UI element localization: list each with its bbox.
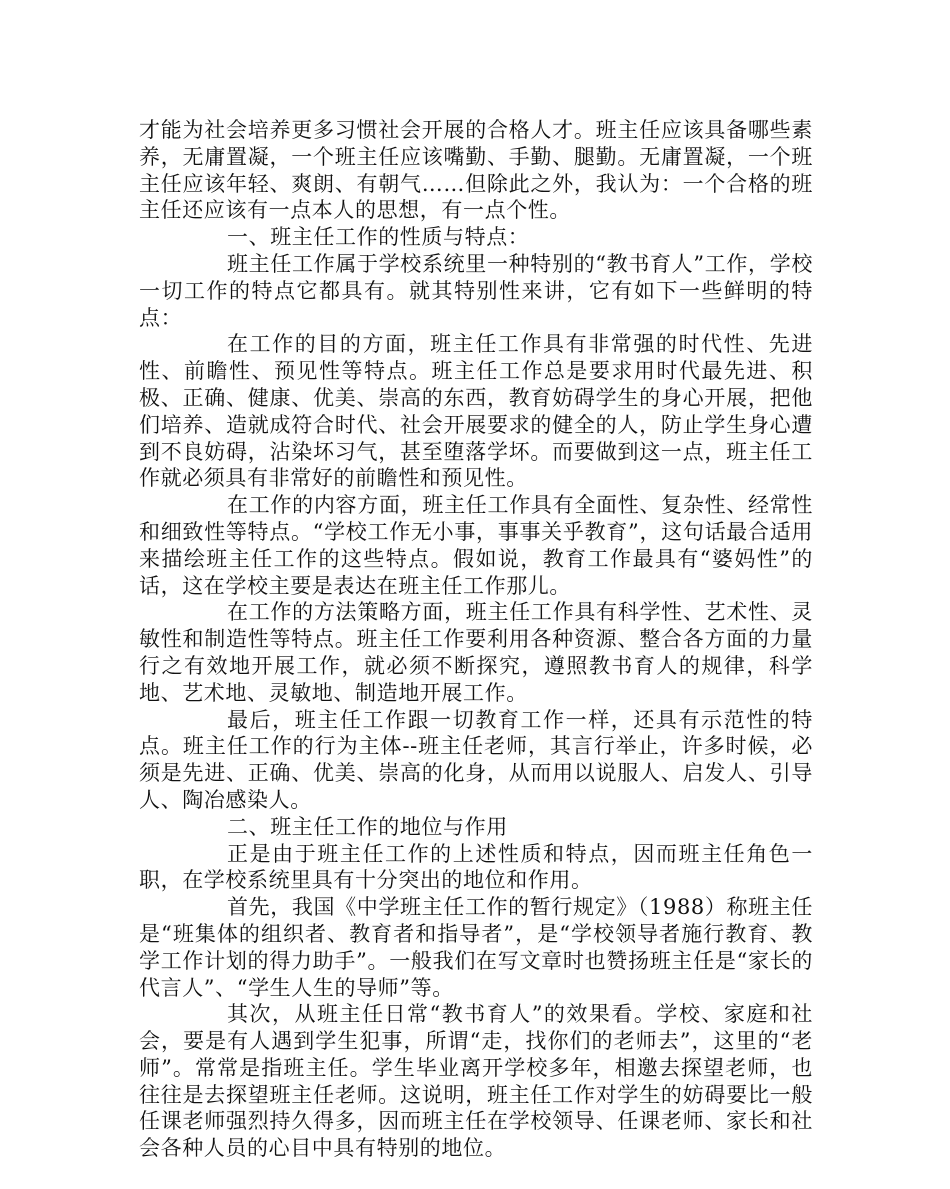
section-heading-nature-features: 一、班主任工作的性质与特点： xyxy=(227,225,530,250)
paragraph-first-regulation: 首先，我国《中学班主任工作的暂行规定》（1988）称班主任是“班集体的组织者、教育者和指导者”，是“学校领导者施行教育、教学工作计划的得力助手”。一般我们在写文章时也赞扬班主任是“家长的代言人”、“学生人生的导师”等。 xyxy=(139,895,813,1000)
paragraph-special-features: 班主任工作属于学校系统里一种特别的“教书育人”工作，学校一切工作的特点它都具有。就其特别性来讲，它有如下一些鲜明的特点： xyxy=(139,251,813,330)
paragraph-exemplary: 最后，班主任工作跟一切教育工作一样，还具有示范性的特点。班主任工作的行为主体--班主任老师，其言行举止，许多时候，必须是先进、正确、优美、崇高的化身，从而用以说服人、启发人、引导人、陶冶感染人。 xyxy=(139,707,813,812)
paragraph-role-intro: 正是由于班主任工作的上述性质和特点，因而班主任角色一职，在学校系统里具有十分突出的地位和作用。 xyxy=(139,841,813,893)
document-page xyxy=(139,117,813,1162)
paragraph-second-effect: 其次，从班主任日常“教书育人”的效果看。学校、家庭和社会，要是有人遇到学生犯事，所谓“走，找你们的老师去”，这里的“老师”。常常是指班主任。学生毕业离开学校多年，相邀去探望老师，也往往是去探望班主任老师。这说明，班主任工作对学生的妨碍要比一般任课老师强烈持久得多，因而班主任在学校领导、任课老师、家长和社会各种人员的心目中具有特别的地位。 xyxy=(139,1002,813,1161)
intro-paragraph: 才能为社会培养更多习惯社会开展的合格人才。班主任应该具备哪些素养，无庸置凝，一个班主任应该嘴勤、手勤、腿勤。无庸置凝，一个班主任应该年轻、爽朗、有朝气……但除此之外，我认为：一个合格的班主任还应该有一点本人的思想，有一点个性。 xyxy=(139,118,813,223)
paragraph-work-goals: 在工作的目的方面，班主任工作具有非常强的时代性、先进性、前瞻性、预见性等特点。班主任工作总是要求用时代最先进、积极、正确、健康、优美、崇高的东西，教育妨碍学生的身心开展，把他们培养、造就成符合时代、社会开展要求的健全的人，防止学生身心遭到不良妨碍，沾染坏习气，甚至堕落学坏。而要做到这一点，班主任工作就必须具有非常好的前瞻性和预见性。 xyxy=(139,332,813,491)
section-heading-status-role: 二、班主任工作的地位与作用 xyxy=(227,814,508,839)
paragraph-work-methods: 在工作的方法策略方面，班主任工作具有科学性、艺术性、灵敏性和制造性等特点。班主任工作要利用各种资源、整合各方面的力量行之有效地开展工作，就必须不断探究，遵照教书育人的规律，科学地、艺术地、灵敏地、制造地开展工作。 xyxy=(139,600,813,705)
paragraph-work-content: 在工作的内容方面，班主任工作具有全面性、复杂性、经常性和细致性等特点。“学校工作无小事，事事关乎教育”，这句话最合适用来描绘班主任工作的这些特点。假如说，教育工作最具有“婆妈性”的话，这在学校主要是表达在班主任工作那儿。 xyxy=(139,493,813,598)
